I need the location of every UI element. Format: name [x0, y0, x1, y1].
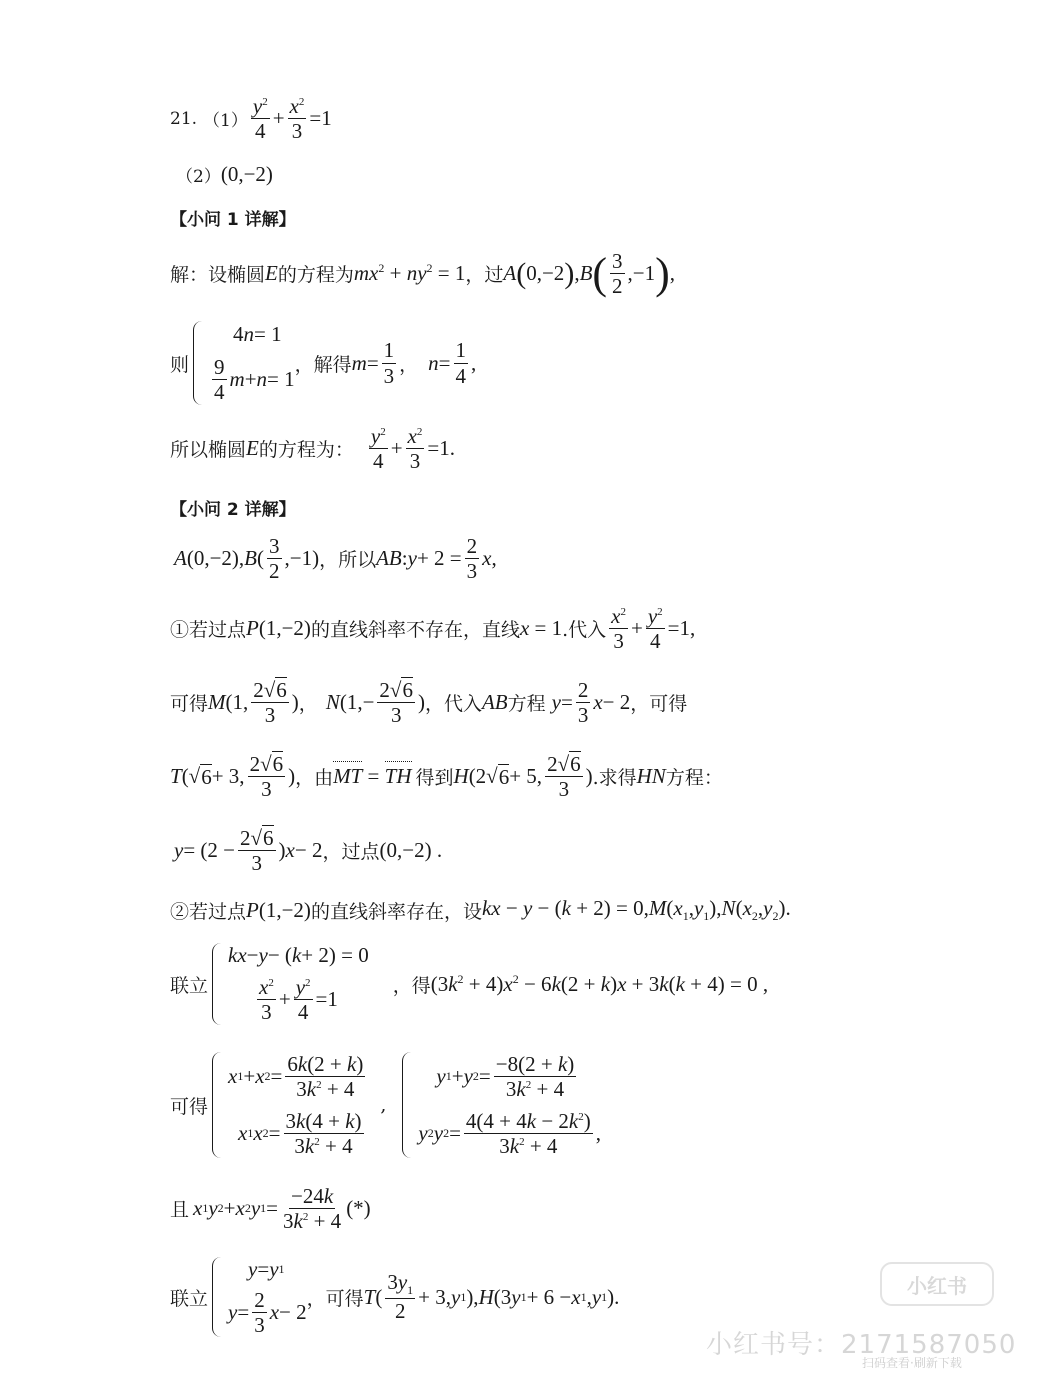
- equation-system-1: 则 4 n = 1 $\frac{9}{4}$ m + n = 1 ，解得 m = $\frac{1}{3}$ ， n = $\frac{1}{4}$ ,: [170, 321, 477, 404]
- equation-system-3: 联立 y = y 1 y = $\frac{2}{3}$ x − 2 ，可得 T ( $\frac{3y_1}{2}$ + 3, y 1 ), H (3 y 1 + 6 − x 1 , y 1 ).: [170, 1256, 620, 1337]
- watermark-text: 小红书号：2171587050: [706, 1330, 1017, 1360]
- case1-hn-line: y = (2 − $\frac{2√6}{3}$ ) x − 2 ，过点 (0,−2) .: [174, 826, 443, 876]
- case2-intro: ②若过点 P(1,−2) 的直线斜率存在，设 kx − $y - (k + 2) = 0,M(x_1,y_1),N(x_2,y_2)$.: [170, 896, 791, 924]
- section2-title: 【小问 2 详解】: [170, 500, 296, 520]
- ellipse-equation: $\frac{y^2}{4}$ + $\frac{x^2}{3}$ =1: [252, 94, 332, 144]
- part1-label: （1）: [203, 111, 248, 132]
- xiaohongshu-logo: 小红书: [880, 1262, 994, 1306]
- part2-point: (0,−2): [220, 162, 273, 186]
- case1-mn: 可得 M (1, $\frac{2√6}{3}$ ) ， N (1,− $\frac{2√6}{3}$ ) ，代入 AB 方程 y = $\frac{2}{3}$ x − 2 ，可得: [170, 678, 688, 728]
- case1-th: T (√ 6 + 3, $\frac{2√6}{3}$ ) ，由 MT = TH 得到 H (2√ 6 + 5, $\frac{2√6}{3}$ ) .求得 HN 方程：: [170, 752, 723, 802]
- solution-setup: 解：设椭圆 E 的方程为 $mx^2 + ny^2 = 1$ ，过 A ( 0,−2 ) , B ( $\frac{3}{2}$ ,−1 ) ,: [170, 248, 676, 298]
- line-ab: A (0,−2), B ( $\frac{3}{2}$ ,−1) ，所以 AB : y + 2 = $\frac{2}{3}$ x ,: [174, 534, 497, 584]
- part2-label: （2）: [176, 167, 221, 187]
- cross-sum: 且 x 1 y 2 + x 2 y 1 = $\frac{-24k}{3k^2 + 4}$ (*): [170, 1184, 371, 1234]
- q21-part2-answer: [176, 162, 273, 187]
- question-number: 21.: [170, 108, 198, 129]
- vieta-relations: 可得 x 1 + x 2 = $\frac{6k(2 + k)}{3k^2 + 4}$ x 1 x 2 = $\frac{3k(4 + k)}{3k^2 + 4}$ , y 1 + y 2 = $\frac{-8(2 + k)}{3k^2 + 4}$ y 2 y 2 = $\frac{4(4 + 4k - 2k^2)}{3k^2 + 4}$ ,: [170, 1051, 601, 1158]
- ellipse-result: 所以椭圆 E 的方程为： $\frac{y^2}{4}$ + $\frac{x^2}{3}$ =1.: [170, 424, 455, 474]
- section1-title: 【小问 1 详解】: [170, 210, 296, 230]
- watermark-subtext: 扫码查看·刷新下载: [862, 1356, 962, 1370]
- q21-part1-answer: [170, 94, 332, 143]
- case1-intro: ①若过点 P(1,−2) 的直线斜率不存在，直线 x = 1 .代入 $\frac{x^2}{3}$ + $\frac{y^2}{4}$ =1,: [170, 604, 696, 654]
- equation-system-2: 联立 kx − y − ( k + 2) = 0 $\frac{x^2}{3}$ + $\frac{y^2}{4}$ =1 ，得 $(3k^2 + 4)x^2 - 6k(2 + k)x + 3k(k + 4) = 0$ ,: [170, 943, 769, 1025]
